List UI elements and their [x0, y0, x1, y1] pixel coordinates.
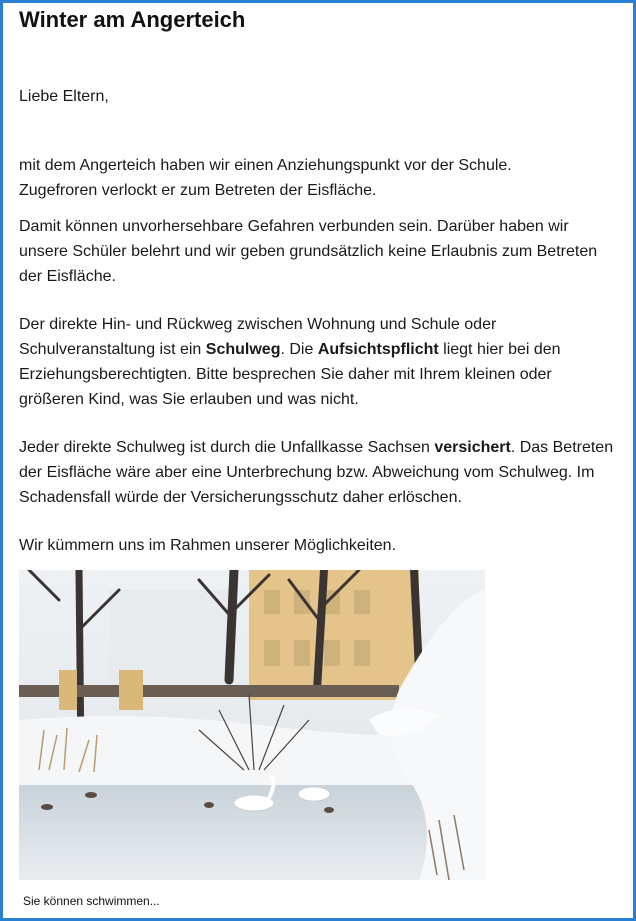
intro-line-1: mit dem Angerteich haben wir einen Anziehungspunkt vor der Schule.: [19, 157, 512, 174]
paragraph-danger: Damit können unvorhersehbare Gefahren verbunden sein. Darüber haben wir unsere Schüler belehrt und wir geben grundsätzlich keine Erlaubnis zum Betreten der Eisfläche.: [19, 218, 598, 285]
paragraph-intro: [19, 153, 619, 203]
greeting: Liebe Eltern,: [19, 88, 109, 105]
page-title: Winter am Angerteich: [19, 7, 246, 32]
winter-pond-illustration: [19, 570, 485, 880]
winter-pond-photo: [19, 570, 485, 880]
photo-caption: Sie können schwimmen...: [23, 894, 160, 908]
insurance-text-2: . Das Betreten der Eisfläche wäre aber eine Unterbrechung bzw. Abweichung vom Schulweg. Im Schadensfall würde der Versicherungsschutz daher erlöschen.: [19, 439, 614, 506]
schoolway-text-2: . Die: [280, 341, 318, 358]
intro-line-2: Zugefroren verlockt er zum Betreten der Eisfläche.: [19, 182, 377, 199]
paragraph-insurance: [19, 435, 619, 510]
schoolway-bold-aufsichtspflicht: Aufsichtspflicht: [317, 341, 439, 358]
schoolway-bold-schulweg: Schulweg: [205, 341, 281, 358]
insurance-text-1: Jeder direkte Schulweg ist durch die Unfallkasse Sachsen: [19, 439, 435, 456]
schoolway-text-3: liegt hier bei den Erziehungsberechtigten. Bitte besprechen Sie daher mit Ihrem kleinen oder größeren Kind, was Sie erlauben und was nicht.: [19, 341, 561, 408]
paragraph-schoolway: [19, 312, 619, 412]
paragraph-closing: Wir kümmern uns im Rahmen unserer Möglichkeiten.: [19, 537, 397, 554]
insurance-bold-versichert: versichert: [434, 439, 511, 456]
schoolway-text-1: Der direkte Hin- und Rückweg zwischen Wohnung und Schule oder Schulveranstaltung ist ein: [19, 316, 497, 358]
